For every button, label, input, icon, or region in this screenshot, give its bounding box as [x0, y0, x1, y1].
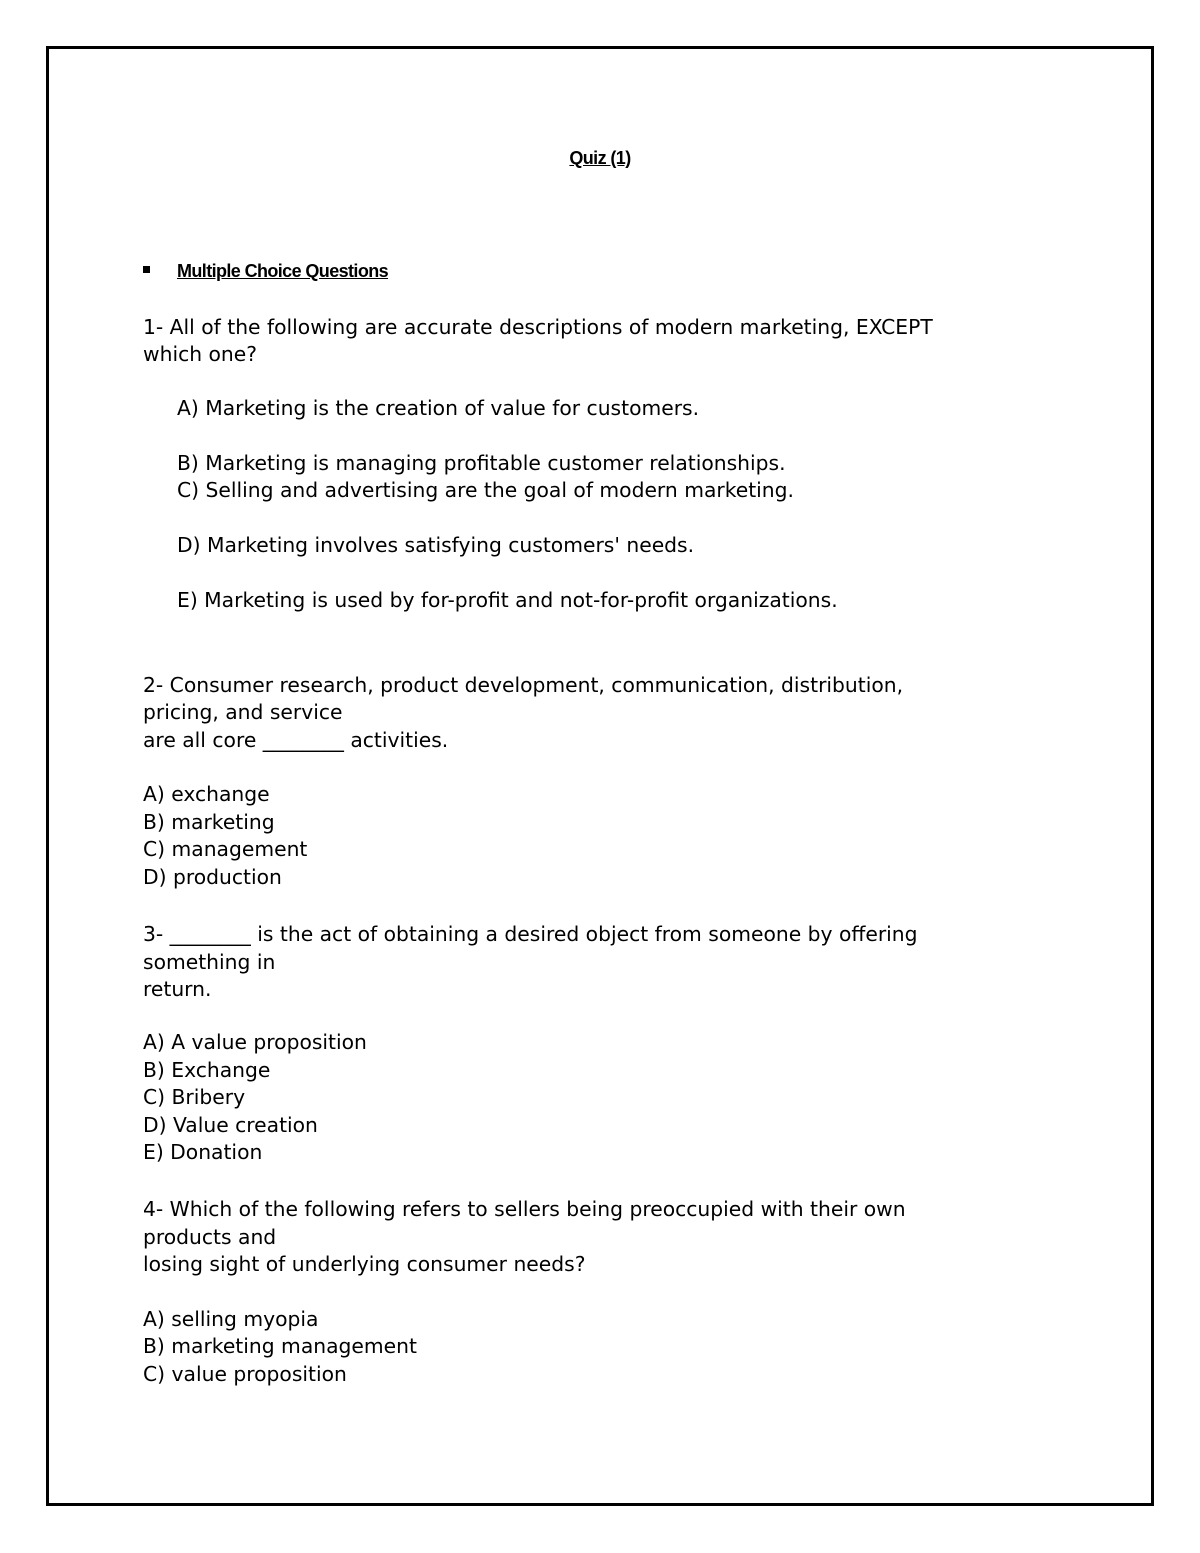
answer-option: D) Value creation [143, 1113, 318, 1137]
answer-option: A) selling myopia [143, 1307, 319, 1331]
answer-option: A) A value proposition [143, 1030, 367, 1054]
question-text-line: 4- Which of the following refers to sellers being preoccupied with their own [143, 1197, 906, 1221]
section-heading: Multiple Choice Questions [177, 261, 389, 281]
answer-option: C) value proposition [143, 1362, 347, 1386]
question-text-line: losing sight of underlying consumer needs? [143, 1252, 586, 1276]
question-text-line: return. [143, 977, 212, 1001]
question-text-line: 3- ________ is the act of obtaining a desired object from someone by offering [143, 922, 918, 946]
answer-option: D) production [143, 865, 282, 889]
answer-option: C) Selling and advertising are the goal of modern marketing. [177, 478, 794, 502]
question-text-line: which one? [143, 342, 258, 366]
quiz-title: Quiz (1) [569, 148, 631, 168]
answer-option: E) Marketing is used by for-profit and not-for-profit organizations. [177, 588, 838, 612]
answer-option: C) management [143, 837, 308, 861]
question-text-line: are all core ________ activities. [143, 728, 449, 752]
answer-option: A) exchange [143, 782, 270, 806]
answer-option: B) Marketing is managing profitable customer relationships. [177, 451, 786, 475]
question-text-line: something in [143, 950, 276, 974]
question-text-line: pricing, and service [143, 700, 343, 724]
question-text-line: 2- Consumer research, product development, communication, distribution, [143, 673, 904, 697]
question-text-line: products and [143, 1225, 277, 1249]
answer-option: C) Bribery [143, 1085, 246, 1109]
answer-option: B) marketing management [143, 1334, 417, 1358]
answer-option: B) Exchange [143, 1058, 271, 1082]
answer-option: B) marketing [143, 810, 275, 834]
answer-option: E) Donation [143, 1140, 263, 1164]
question-text-line: 1- All of the following are accurate descriptions of modern marketing, EXCEPT [143, 315, 933, 339]
square-bullet-icon [143, 266, 150, 273]
answer-option: A) Marketing is the creation of value for customers. [177, 396, 700, 420]
answer-option: D) Marketing involves satisfying customers' needs. [177, 533, 695, 557]
